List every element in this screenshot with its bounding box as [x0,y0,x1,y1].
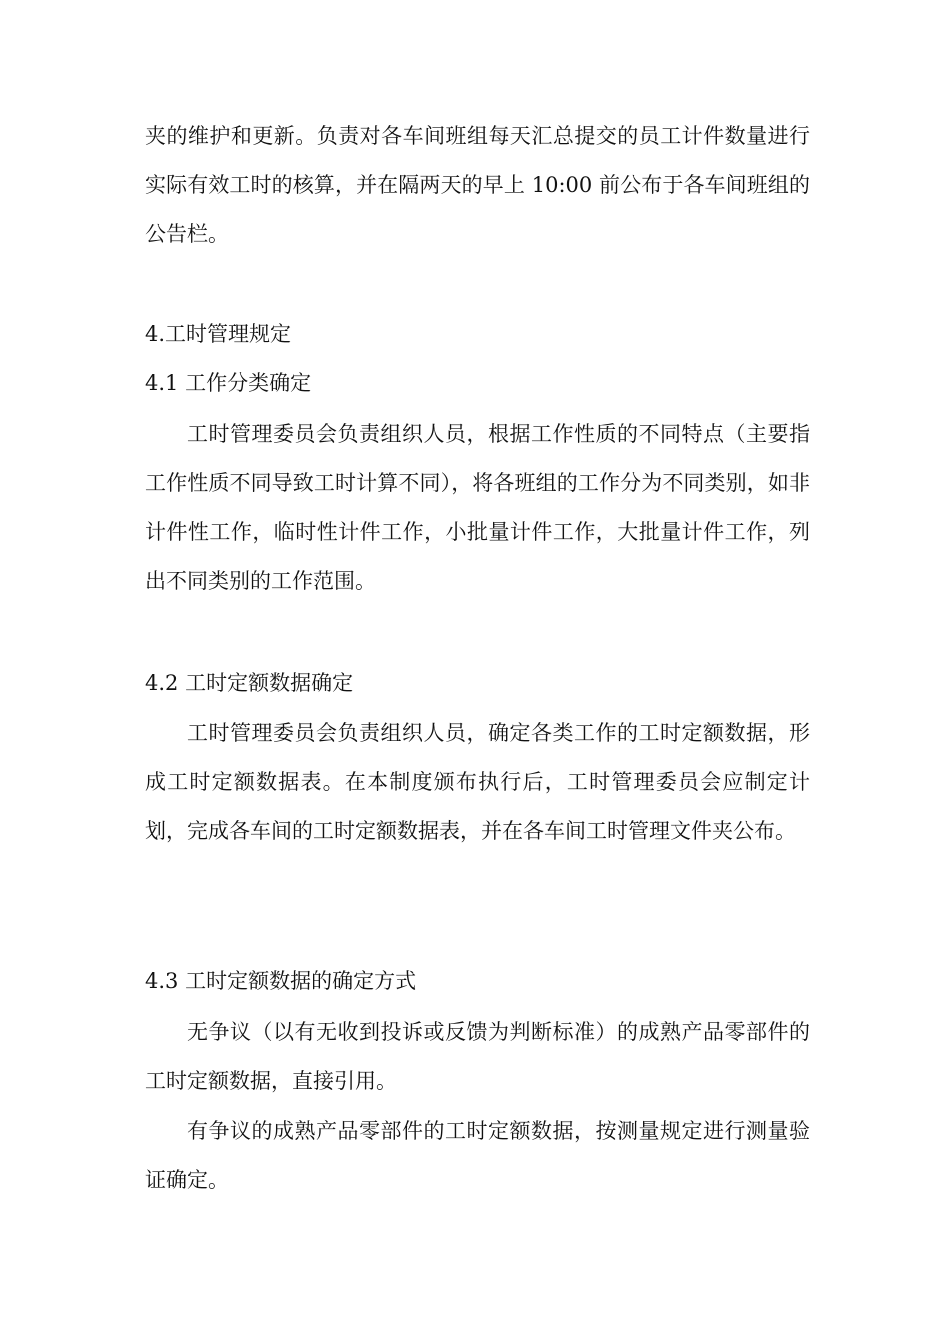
paragraph-continuation: 夹的维护和更新。负责对各车间班组每天汇总提交的员工计件数量进行实际有效工时的核算，并在隔两天的早上 10:00 前公布于各车间班组的公告栏。 [145,124,810,246]
paragraph-4-3-a: 无争议（以有无收到投诉或反馈为判断标准）的成熟产品零部件的工时定额数据，直接引用。 [145,1020,810,1093]
paragraph-4-2: 工时管理委员会负责组织人员，确定各类工作的工时定额数据，形成工时定额数据表。在本制度颁布执行后，工时管理委员会应制定计划，完成各车间的工时定额数据表，并在各车间工时管理文件夹公布。 [145,721,810,843]
section-heading-4-1: 4.1 工作分类确定 [145,371,312,395]
paragraph-4-3-b: 有争议的成熟产品零部件的工时定额数据，按测量规定进行测量验证确定。 [145,1119,810,1192]
section-heading-4-3: 4.3 工时定额数据的确定方式 [145,969,417,993]
section-heading-4-2: 4.2 工时定额数据确定 [145,671,354,695]
section-heading-4: 4.工时管理规定 [145,322,292,346]
paragraph-4-1: 工时管理委员会负责组织人员，根据工作性质的不同特点（主要指工作性质不同导致工时计算不同），将各班组的工作分为不同类别，如非计件性工作，临时性计件工作，小批量计件工作，大批量计件工作，列出不同类别的工作范围。 [145,422,810,593]
